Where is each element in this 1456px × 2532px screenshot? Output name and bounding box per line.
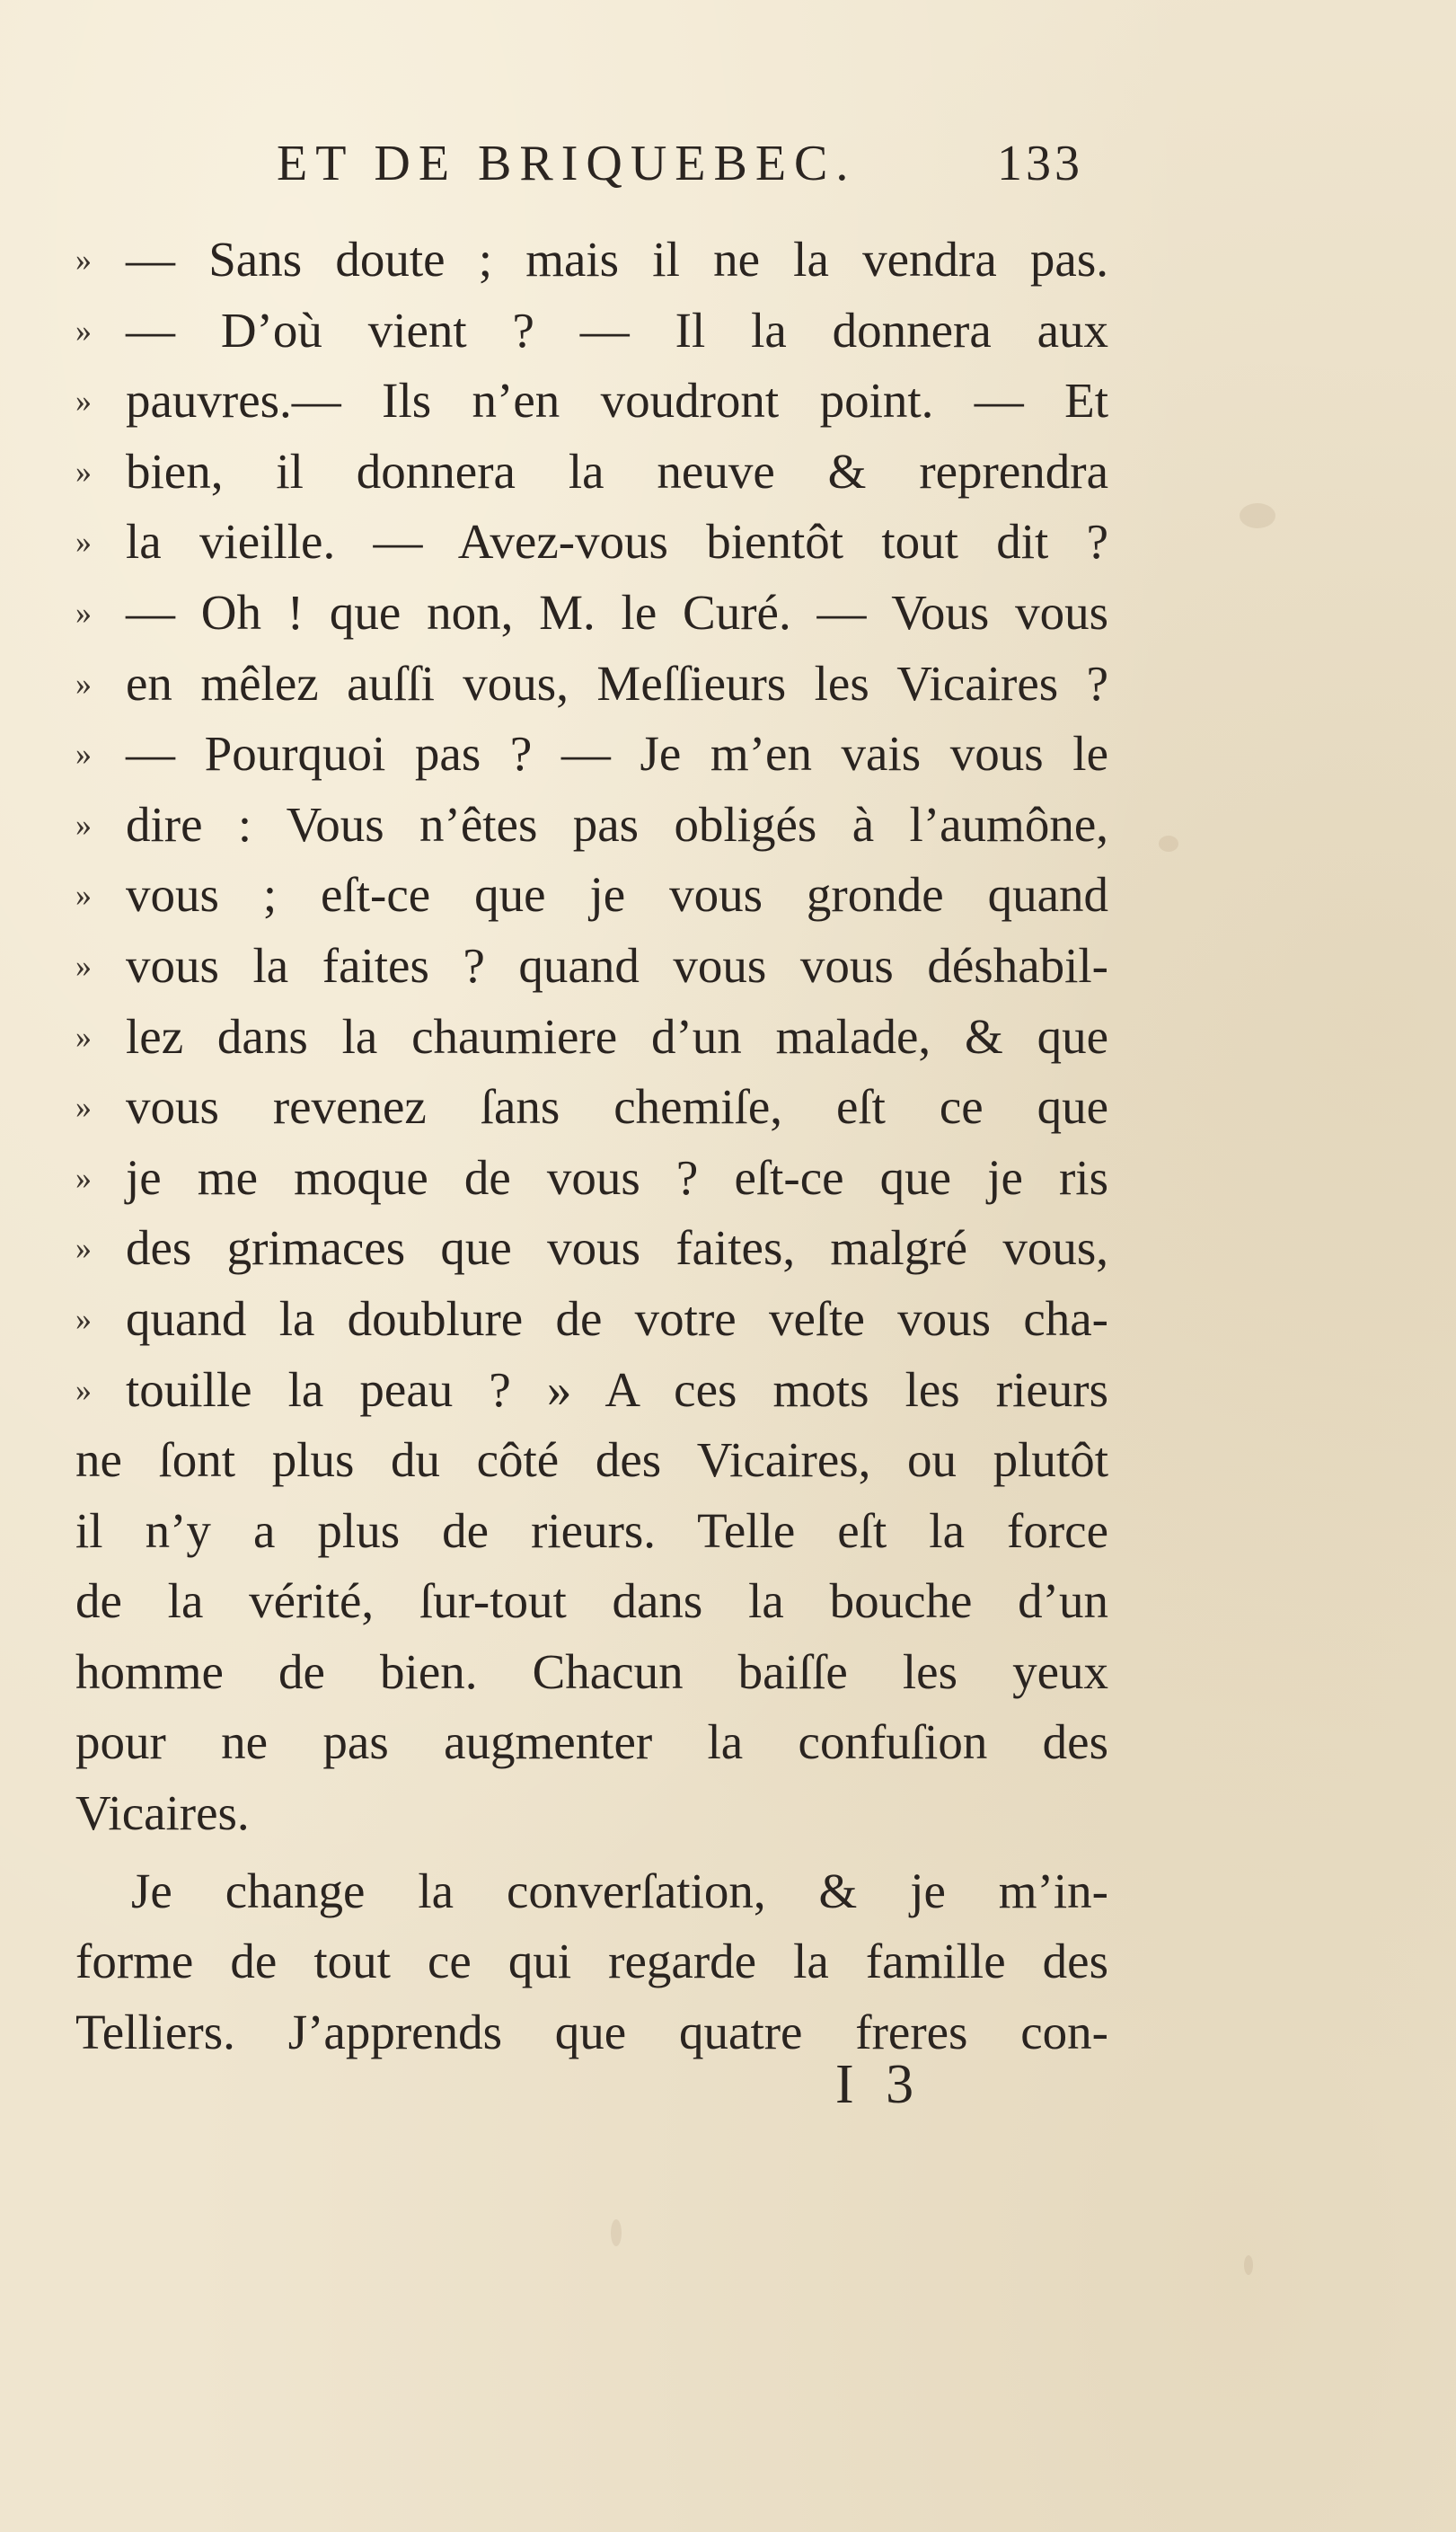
text-line — [75, 719, 1108, 790]
line-text: — Sans doute ; mais il ne la vendra pas. — [126, 232, 1108, 287]
text-line — [75, 296, 1108, 367]
paper-stain — [1244, 2255, 1253, 2275]
text-line — [75, 1496, 1108, 1567]
page-number: 133 — [997, 136, 1083, 191]
text-line — [75, 1002, 1108, 1073]
text-line — [75, 1355, 1108, 1426]
text-line — [75, 1566, 1108, 1637]
line-text: Vicaires. — [75, 1785, 250, 1841]
line-text: je me moque de vous ? eſt-ce que je ris — [126, 1149, 1108, 1205]
line-text: vous la faites ? quand vous vous déshabil- — [126, 937, 1108, 993]
line-text: — Pourquoi pas ? — Je m’en vais vous le — [126, 726, 1108, 782]
text-line — [75, 1425, 1108, 1496]
running-title: ET DE BRIQUEBEC. — [277, 136, 857, 191]
paper-stain — [1240, 503, 1275, 528]
text-line — [75, 1143, 1108, 1214]
line-text: ne ſont plus du côté des Vicaires, ou plutôt — [75, 1432, 1108, 1488]
quote-mark: » — [75, 877, 92, 914]
text-line — [75, 507, 1108, 578]
line-text: pour ne pas augmenter la confuſion des — [75, 1714, 1108, 1770]
line-text: des grimaces que vous faites, malgré vous, — [126, 1220, 1108, 1276]
line-text: — Oh ! que non, M. le Curé. — Vous vous — [126, 584, 1108, 640]
quote-mark: » — [75, 312, 92, 349]
text-line — [75, 225, 1108, 296]
text-line — [75, 366, 1108, 437]
text-line — [75, 1856, 1108, 1927]
running-head — [0, 135, 1456, 198]
text-line — [75, 649, 1108, 720]
line-text: dire : Vous n’êtes pas obligés à l’aumône, — [126, 796, 1108, 852]
line-text: de la vérité, ſur-tout dans la bouche d’un — [75, 1573, 1108, 1629]
line-text: vous ; eſt-ce que je vous gronde quand — [126, 867, 1108, 923]
quote-mark: » — [75, 1230, 92, 1267]
line-text: vous revenez ſans chemiſe, eſt ce que — [126, 1079, 1108, 1135]
text-line — [75, 1778, 1108, 1849]
text-line — [75, 931, 1108, 1002]
line-text: en mêlez auſſi vous, Meſſieurs les Vicaires ? — [126, 655, 1108, 711]
quote-mark: » — [75, 665, 92, 702]
quote-mark: » — [75, 453, 92, 490]
text-line — [75, 1926, 1108, 1997]
quote-mark: » — [75, 736, 92, 773]
quote-mark: » — [75, 1018, 92, 1055]
text-line — [75, 1072, 1108, 1143]
quote-mark: » — [75, 947, 92, 984]
quote-mark: » — [75, 594, 92, 631]
line-text: lez dans la chaumiere d’un malade, & que — [126, 1008, 1108, 1064]
line-text: quand la doublure de votre veſte vous cha- — [126, 1290, 1108, 1346]
line-text: il n’y a plus de rieurs. Telle eſt la force — [75, 1502, 1108, 1558]
quote-mark: » — [75, 383, 92, 420]
line-text: pauvres.— Ils n’en voudront point. — Et — [126, 373, 1108, 429]
text-line — [75, 1997, 1108, 2068]
line-text: Je change la converſation, & je m’in- — [131, 1863, 1108, 1918]
text-line — [75, 790, 1108, 861]
line-text: — D’où vient ? — Il la donnera aux — [126, 302, 1108, 358]
line-text: forme de tout ce qui regarde la famille des — [75, 1934, 1108, 1989]
text-line — [75, 860, 1108, 931]
line-text: homme de bien. Chacun baiſſe les yeux — [75, 1643, 1108, 1699]
quote-mark: » — [75, 806, 92, 843]
line-text: touille la peau ? » A ces mots les rieurs — [126, 1361, 1108, 1417]
text-line — [75, 437, 1108, 508]
quote-mark: » — [75, 524, 92, 561]
text-line — [75, 1284, 1108, 1355]
line-text: la vieille. — Avez-vous bientôt tout dit ? — [126, 514, 1108, 570]
line-text: bien, il donnera la neuve & reprendra — [126, 443, 1108, 499]
quote-mark: » — [75, 1371, 92, 1408]
line-text: Telliers. J’apprends que quatre freres con- — [75, 2004, 1108, 2059]
text-line — [75, 1213, 1108, 1284]
quote-mark: » — [75, 242, 92, 278]
text-line — [75, 1707, 1108, 1778]
text-line — [75, 578, 1108, 649]
quote-mark: » — [75, 1300, 92, 1337]
paper-stain — [1159, 836, 1178, 852]
paper-stain — [611, 2219, 622, 2246]
quote-mark: » — [75, 1159, 92, 1196]
body-text — [75, 225, 1108, 2067]
signature-mark: I 3 — [835, 2054, 923, 2115]
quote-mark: » — [75, 1089, 92, 1126]
text-line — [75, 1637, 1108, 1708]
